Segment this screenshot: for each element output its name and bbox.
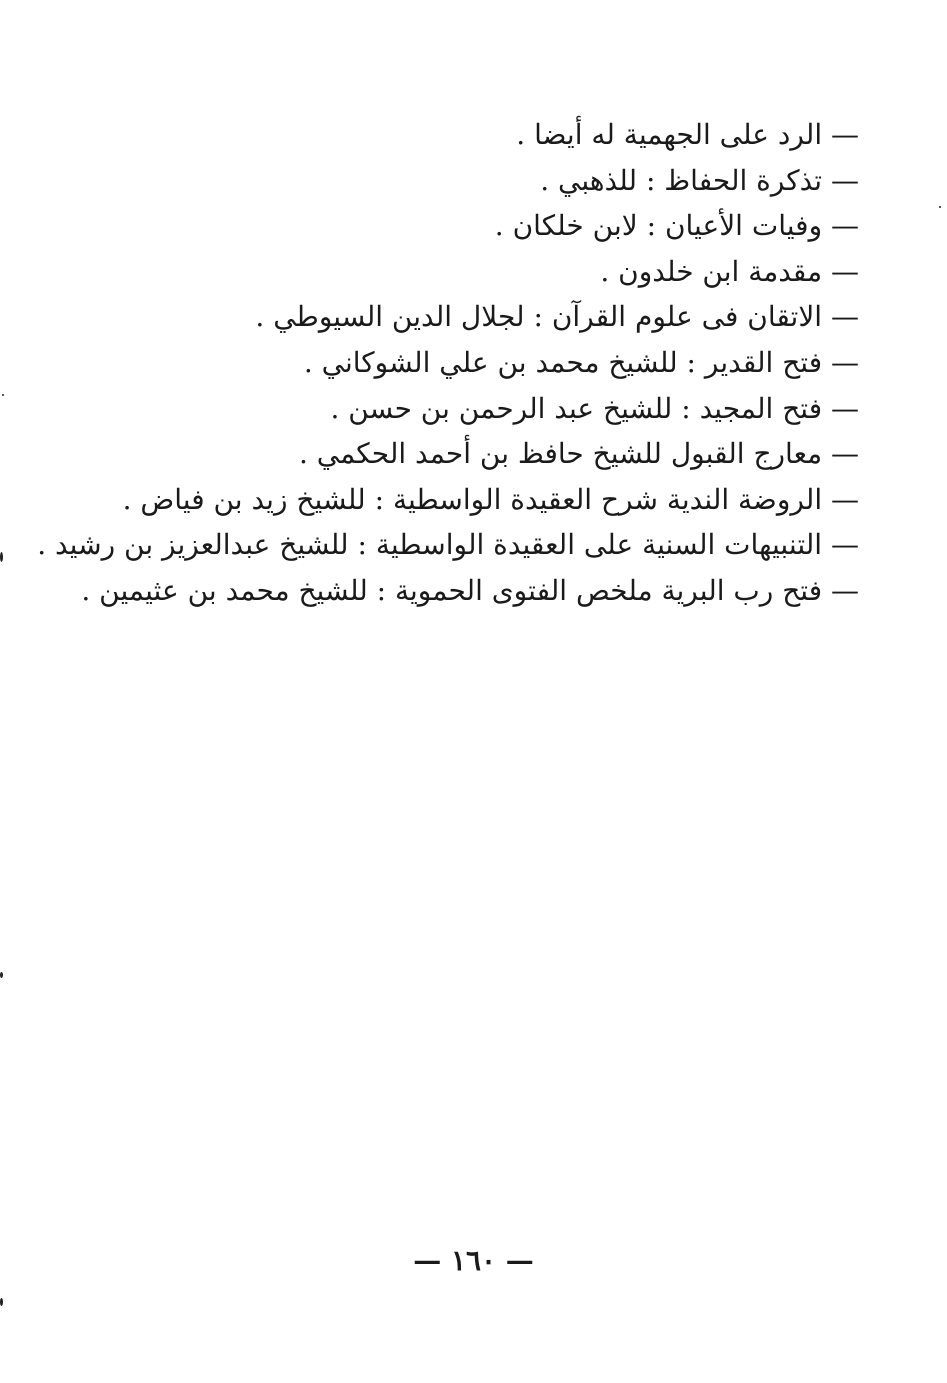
page-number: — ١٦٠ — [413, 1244, 534, 1277]
reference-item: — التنبيهات السنية على العقيدة الواسطية : للشيخ عبدالعزيز بن رشيد . [37, 528, 859, 562]
reference-item: — الرد على الجهمية له أيضا . [516, 118, 859, 151]
reference-item: — الروضة الندية شرح العقيدة الواسطية : للشيخ زيد بن فياض . [122, 482, 859, 516]
reference-item: — مقدمة ابن خلدون . [600, 254, 859, 288]
reference-item: — وفيات الأعيان : لابن خلكان . [494, 209, 859, 243]
reference-item: — فتح المجيد : للشيخ عبد الرحمن بن حسن . [330, 391, 859, 425]
scan-speck [0, 1298, 3, 1306]
scan-speck [2, 394, 4, 396]
reference-item: — فتح رب البرية ملخص الفتوى الحموية : للشيخ محمد بن عثيمين . [81, 573, 859, 607]
reference-item: — فتح القدير : للشيخ محمد بن علي الشوكاني . [303, 345, 859, 379]
reference-item: — معارج القبول للشيخ حافظ بن أحمد الحكمي . [298, 437, 859, 471]
reference-item: — تذكرة الحفاظ : للذهبي . [540, 163, 859, 197]
scan-speck [0, 552, 3, 562]
reference-list [37, 112, 859, 614]
reference-item: — الاتقان فى علوم القرآن : لجلال الدين السيوطي . [255, 300, 859, 334]
scan-speck [939, 206, 941, 208]
scan-speck [0, 972, 3, 978]
